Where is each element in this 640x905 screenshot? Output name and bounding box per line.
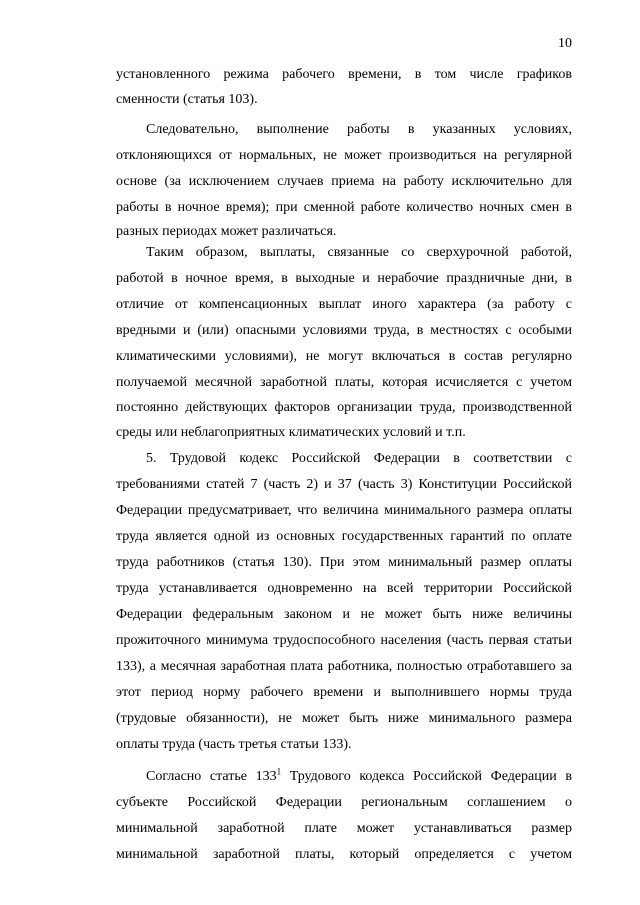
- paragraph-first-line: 5. Трудовой кодекс Российской Федерации в соответствии с: [146, 451, 572, 466]
- text-line: 133), а месячная заработная плата работника, полностью отработавшего за: [116, 659, 572, 674]
- text-line: труда работников (статья 130). При этом минимальный размер оплаты: [116, 555, 572, 570]
- text-line: работой в ночное время, в выходные и нерабочие праздничные дни, в: [116, 271, 572, 286]
- text-line: работы в ночное время); при сменной работе количество ночных смен в: [116, 200, 572, 215]
- paragraph-first-line: Следовательно, выполнение работы в указанных условиях,: [146, 122, 572, 137]
- text-line: Федерации предусматривает, что величина минимального размера оплаты: [116, 503, 572, 518]
- text-line: прожиточного минимума трудоспособного населения (часть первая статьи: [116, 633, 572, 648]
- text-line: труда является одной из основных государственных гарантий по оплате: [116, 529, 572, 544]
- text-line: труда устанавливается одновременно на всей территории Российской: [116, 581, 572, 596]
- text-line: основе (за исключением случаев приема на работу исключительно для: [116, 174, 572, 189]
- article-ref-superscript: 1: [276, 766, 282, 777]
- text-line: минимальной заработной платы, который определяется с учетом: [116, 847, 572, 862]
- text-line: получаемой месячной заработной платы, которая исчисляется с учетом: [116, 375, 572, 390]
- text-line: разных периодах может различаться.: [116, 224, 337, 239]
- text-line: климатическими условиями), не могут включаться в состав регулярно: [116, 349, 572, 364]
- text-line: оплаты труда (часть третья статьи 133).: [116, 737, 352, 752]
- text-line: этот период норму рабочего времени и выполнившего нормы труда: [116, 685, 572, 700]
- paragraph-first-line: Таким образом, выплаты, связанные со сверхурочной работой,: [146, 245, 572, 260]
- text-line: субъекте Российской Федерации региональным соглашением о: [116, 795, 572, 810]
- text-line: Федерации федеральным законом и не может быть ниже величины: [116, 607, 572, 622]
- text-line: минимальной заработной плате может устанавливаться размер: [116, 821, 572, 836]
- text-line: (трудовые обязанности), не может быть ниже минимального размера: [116, 711, 572, 726]
- text-line: установленного режима рабочего времени, в том числе графиков: [116, 67, 572, 82]
- page-number: 10: [558, 36, 572, 51]
- paragraph-first-line: [146, 767, 572, 787]
- article-ref-rest: Трудового кодекса Российской Федерации в: [289, 769, 572, 784]
- article-ref-prefix: Согласно статье 133: [146, 769, 277, 784]
- text-line: сменности (статья 103).: [116, 92, 258, 107]
- text-line: требованиями статей 7 (часть 2) и 37 (часть 3) Конституции Российской: [116, 477, 572, 492]
- text-line: отличие от компенсационных выплат иного характера (за работу с: [116, 297, 572, 312]
- text-line: среды или неблагоприятных климатических условий и т.п.: [116, 425, 466, 440]
- text-line: отклоняющихся от нормальных, не может производиться на регулярной: [116, 148, 572, 163]
- text-line: вредными и (или) опасными условиями труда, в местностях с особыми: [116, 323, 572, 338]
- text-line: постоянно действующих факторов организации труда, производственной: [116, 400, 572, 415]
